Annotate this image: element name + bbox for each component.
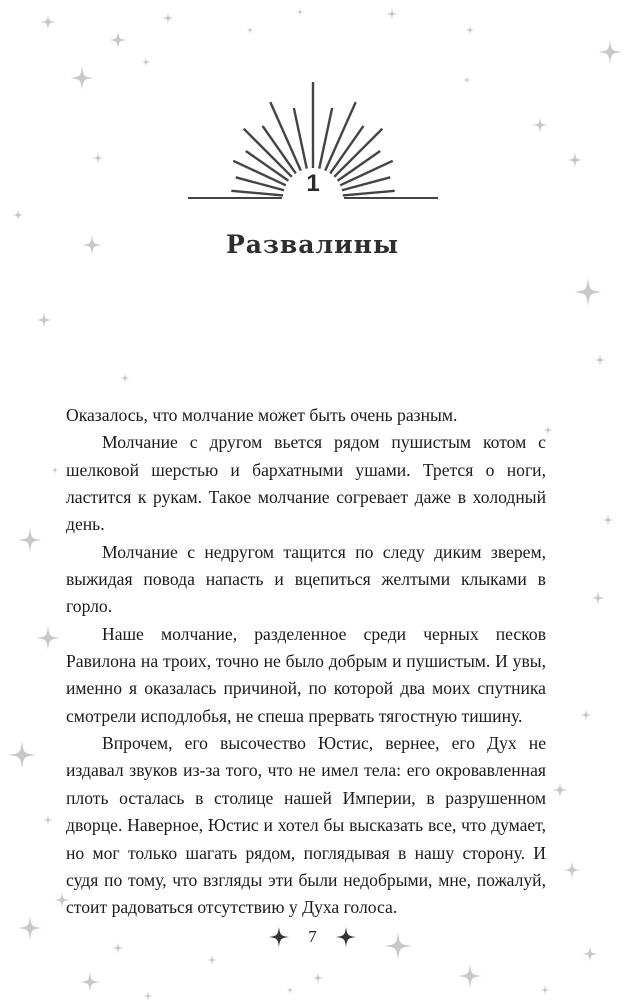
sparkle-icon — [458, 964, 482, 988]
sparkle-icon — [80, 972, 100, 992]
chapter-title: Развалины — [225, 230, 400, 259]
paragraph: Впрочем, его высочество Юстис, вернее, его Дух не издавал звуков из-за того, что не имел тела: его окровавленная плоть осталась в столице нашей Империи, в разрушенном дворце. Наверное, Юстис и хотел бы высказать все, что думает, но мог только шагать рядом, поглядывая в нашу сторону. И судя по тому, что взгляды эти были недобрыми, мне, пожалуй, стоит радоваться отсутствию у Духа голоса. — [66, 733, 546, 918]
paragraph: Наше молчание, разделенное среди черных песков Равилона на троих, точно не было добрым и пушистым. И увы, именно я оказалась причиной, по которой два моих спутника смотрели исподлобья, не спеша прервать тягостную тишину. — [66, 623, 546, 726]
sparkle-icon — [246, 26, 254, 34]
sparkle-icon — [70, 66, 94, 90]
sparkle-icon — [36, 626, 60, 650]
paragraph: Молчание с недругом тащится по следу диким зверем, выжидая повода напасть и вцепиться желтыми клыками в горло. — [66, 541, 546, 617]
star-icon — [335, 926, 357, 948]
sparkle-icon — [465, 25, 475, 35]
sparkle-icon — [591, 591, 605, 605]
sunburst-ray — [231, 191, 283, 196]
sparkle-icon — [43, 815, 53, 825]
sparkle-icon — [386, 8, 398, 20]
sparkle-icon — [141, 57, 151, 67]
sparkle-icon — [120, 373, 130, 383]
sparkle-icon — [567, 152, 583, 168]
sparkle-icon — [8, 741, 36, 769]
sparkle-icon — [582, 946, 598, 962]
sparkle-icon — [109, 31, 127, 49]
sparkle-icon — [574, 278, 602, 306]
sparkle-icon — [143, 991, 153, 1000]
sparkle-icon — [92, 152, 104, 164]
sparkle-icon — [18, 528, 42, 552]
sparkle-icon — [12, 209, 24, 221]
sparkle-icon — [532, 117, 548, 133]
sparkle-icon — [598, 40, 622, 64]
paragraph: Молчание с другом вьется рядом пушистым котом с шелковой шерстью и бархатными ушами. Трется о ноги, ластится к рукам. Такое молчание согревает даже в холодный день. — [66, 432, 546, 535]
sparkle-icon — [463, 76, 471, 84]
sparkle-icon — [540, 985, 550, 995]
page-number: 7 — [308, 927, 317, 947]
sparkle-icon — [580, 709, 592, 721]
sparkle-icon — [552, 782, 568, 798]
sparkle-icon — [312, 972, 324, 984]
sparkle-icon — [51, 466, 59, 474]
sunburst-ray — [342, 177, 390, 190]
star-icon — [268, 926, 290, 948]
sparkle-icon — [602, 514, 614, 526]
sparkle-icon — [36, 312, 52, 328]
sparkle-icon — [162, 12, 174, 24]
chapter-number: 1 — [306, 170, 320, 197]
chapter-text — [66, 402, 546, 922]
sparkle-icon — [207, 955, 217, 965]
sunburst-ray — [236, 177, 284, 190]
sparkle-icon — [563, 861, 581, 879]
sparkle-icon — [296, 8, 304, 16]
sparkle-icon — [40, 14, 56, 30]
sparkle-icon — [594, 354, 606, 366]
paragraph: Оказалось, что молчание может быть очень разным. — [66, 405, 458, 425]
sunburst-ray — [343, 191, 395, 196]
sparkle-icon — [286, 986, 294, 994]
page-footer — [0, 926, 625, 948]
